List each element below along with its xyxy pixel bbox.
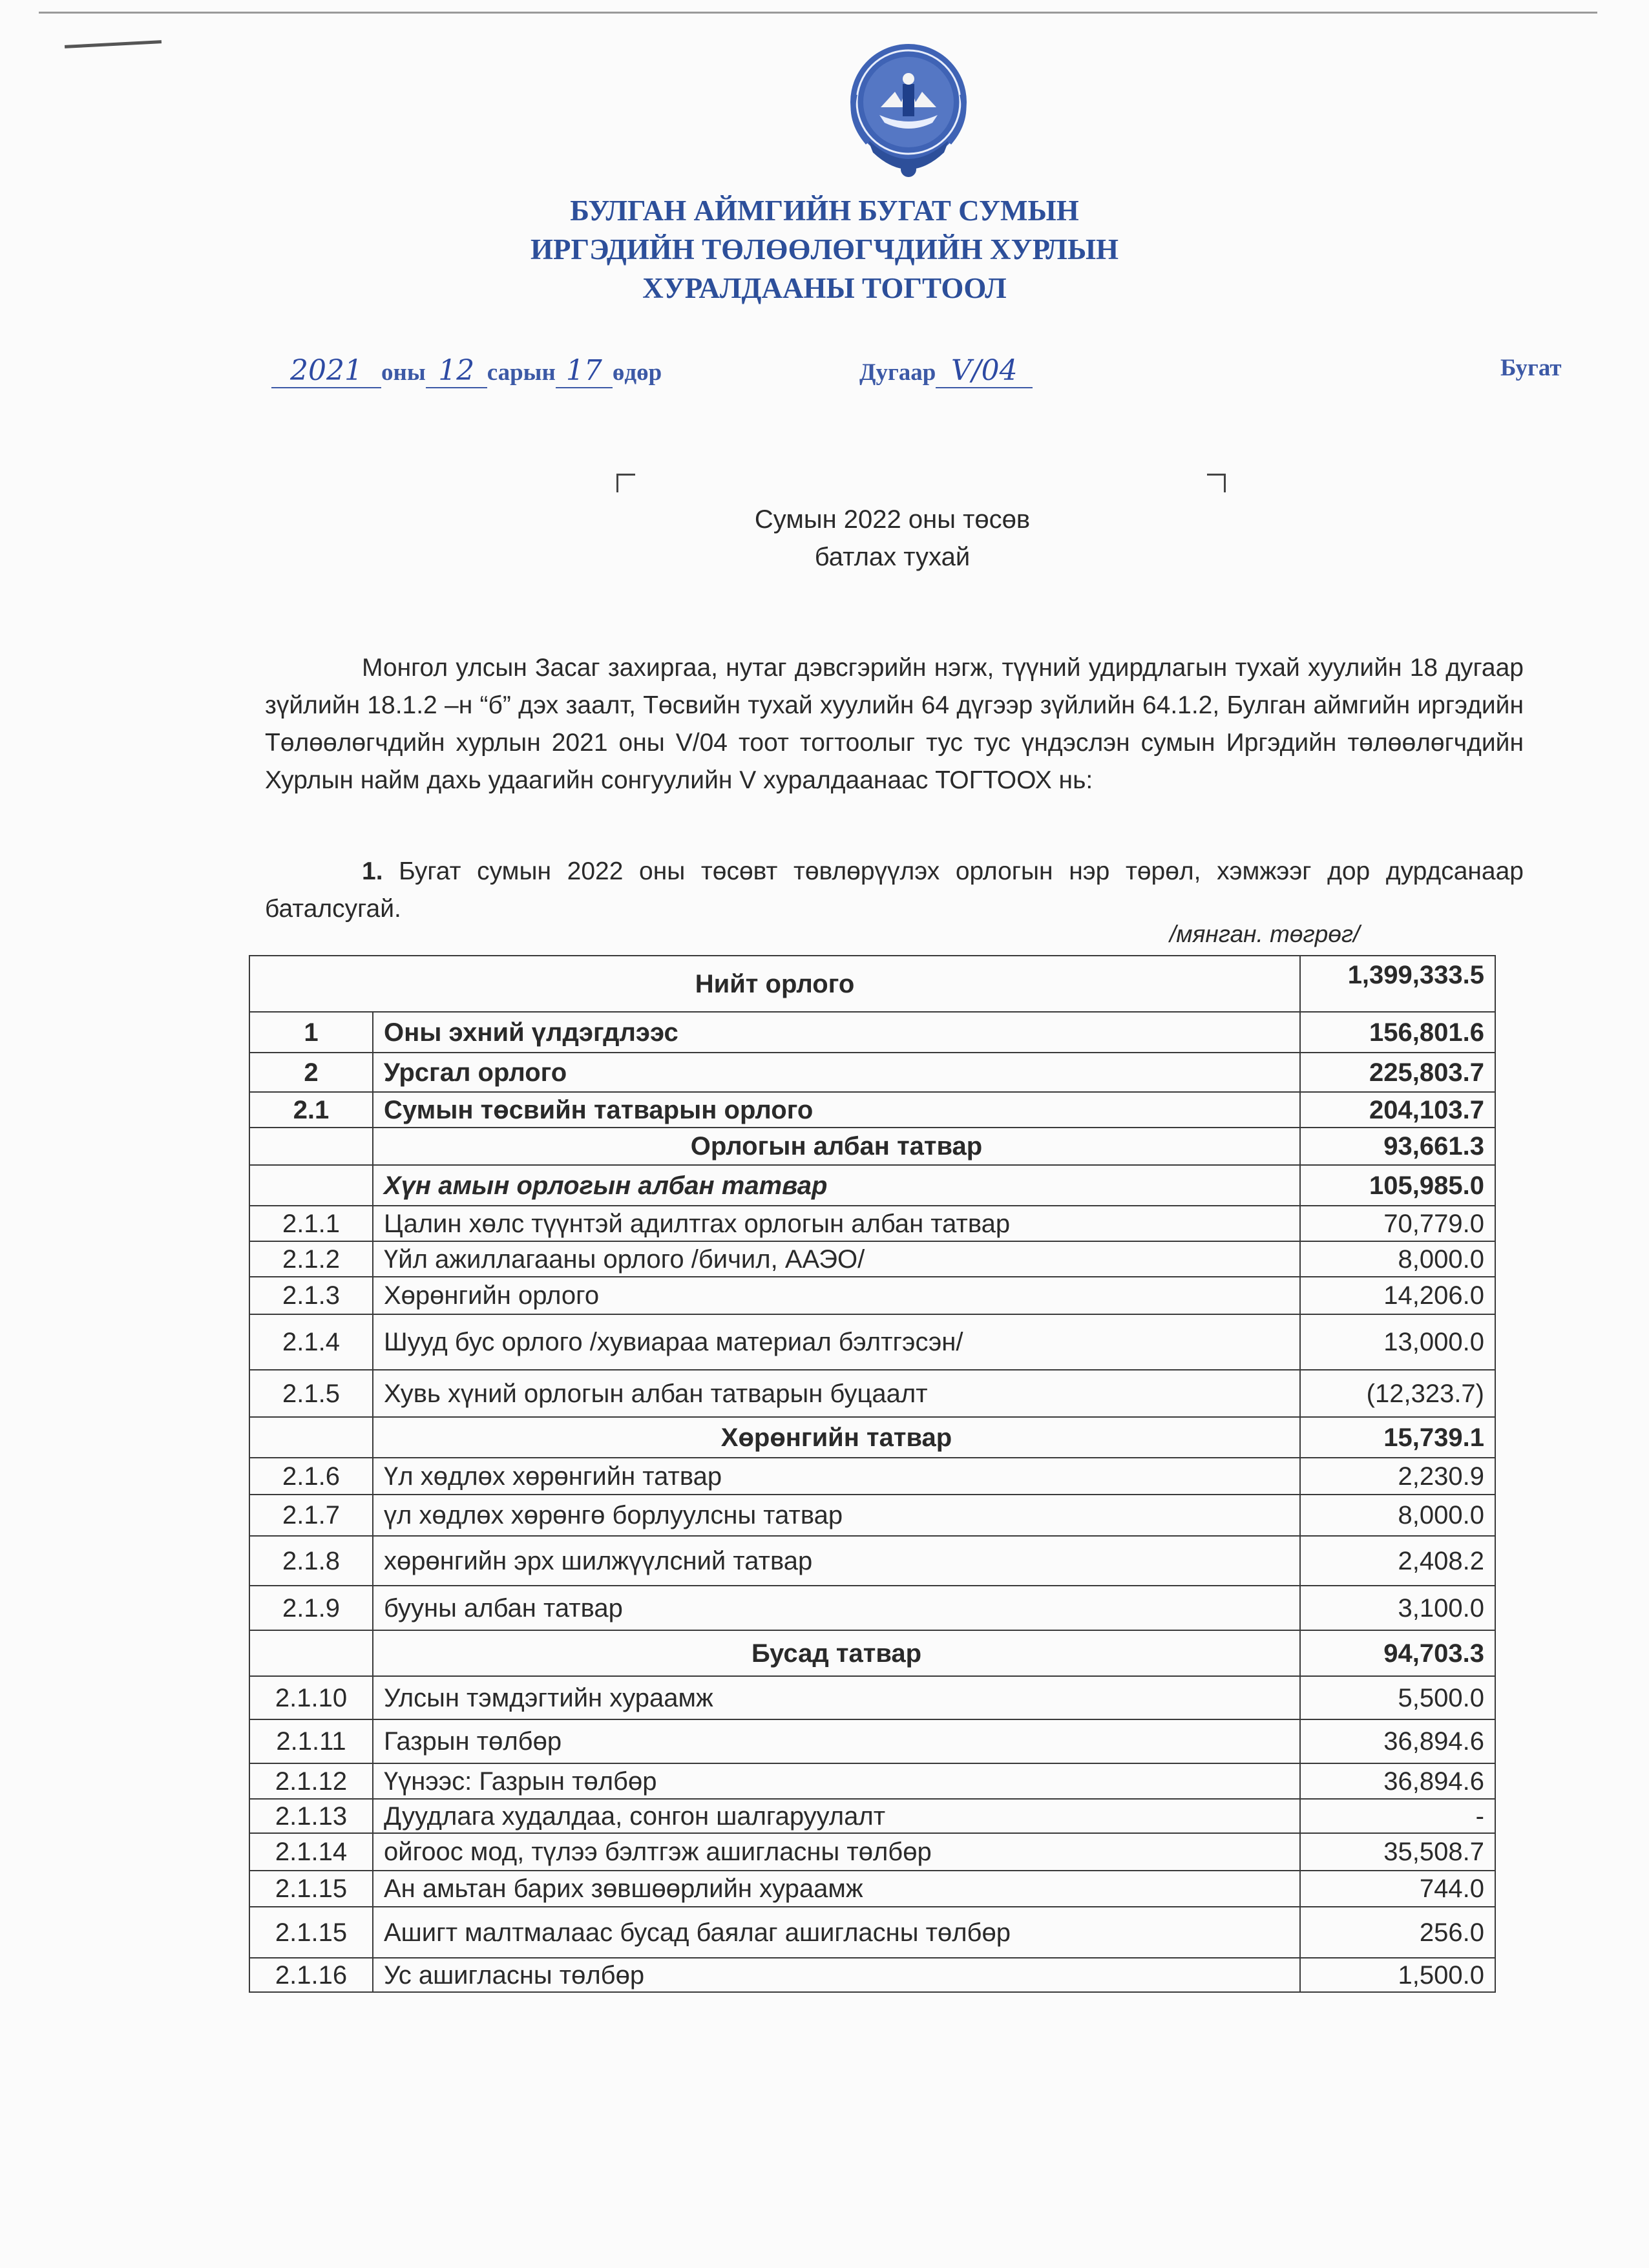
row-name: Хөрөнгийн орлого <box>373 1277 1300 1314</box>
row-name: Улсын тэмдэгтийн хураамж <box>373 1676 1300 1719</box>
resolution-number: V/04 <box>936 354 1033 388</box>
row-number: 2.1.11 <box>249 1719 373 1763</box>
row-value: (12,323.7) <box>1300 1370 1495 1417</box>
row-value: 8,000.0 <box>1300 1495 1495 1536</box>
table-row <box>249 1165 1495 1206</box>
row-name: Хөрөнгийн татвар <box>373 1417 1300 1458</box>
row-number <box>249 1417 373 1458</box>
table-row <box>249 1676 1495 1719</box>
row-name: Дуудлага худалдаа, сонгон шалгаруулалт <box>373 1799 1300 1833</box>
row-value: 3,100.0 <box>1300 1586 1495 1630</box>
scan-mark <box>65 40 162 48</box>
table-row <box>249 1907 1495 1958</box>
row-value: 156,801.6 <box>1300 1012 1495 1053</box>
table-row <box>249 1053 1495 1092</box>
table-row <box>249 1012 1495 1053</box>
table-row <box>249 1630 1495 1676</box>
table-row <box>249 1763 1495 1799</box>
org-title-line-1: БУЛГАН АЙМГИЙН БУГАТ СУМЫН <box>570 194 1079 227</box>
row-value: 36,894.6 <box>1300 1719 1495 1763</box>
row-number: 2.1.13 <box>249 1799 373 1833</box>
unit-note: /мянган. төгрөг/ <box>1170 921 1360 947</box>
resolution-number-field <box>859 354 1033 388</box>
table-row <box>249 1871 1495 1907</box>
row-number: 2.1.10 <box>249 1676 373 1719</box>
row-value: 14,206.0 <box>1300 1277 1495 1314</box>
subject-corner-left <box>616 474 635 492</box>
paragraph-2-number: 1. <box>362 857 383 885</box>
row-number: 2.1.15 <box>249 1907 373 1958</box>
subject <box>0 501 1649 576</box>
row-number: 2.1.3 <box>249 1277 373 1314</box>
date-year: 2021 <box>271 354 381 388</box>
scan-edge-line <box>39 12 1597 14</box>
row-value: 744.0 <box>1300 1871 1495 1907</box>
table-row <box>249 1958 1495 1992</box>
date-year-suffix: оны <box>381 359 426 386</box>
row-name: хөрөнгийн эрх шилжүүлсний татвар <box>373 1536 1300 1586</box>
total-label: Нийт орлого <box>249 956 1300 1012</box>
table-row <box>249 1370 1495 1417</box>
date-month-suffix: сарын <box>487 359 556 386</box>
row-name: бууны албан татвар <box>373 1586 1300 1630</box>
date-field <box>271 354 662 388</box>
row-number <box>249 1630 373 1676</box>
number-label: Дугаар <box>859 359 936 386</box>
total-value: 1,399,333.5 <box>1300 956 1495 1012</box>
row-number: 2.1.1 <box>249 1206 373 1241</box>
row-number: 1 <box>249 1012 373 1053</box>
row-name: Орлогын албан татвар <box>373 1128 1300 1165</box>
row-value: 36,894.6 <box>1300 1763 1495 1799</box>
row-name: Цалин хөлс түүнтэй адилтгах орлогын албан татвар <box>373 1206 1300 1241</box>
date-day-suffix: өдөр <box>612 359 662 386</box>
paragraph-1-text: Монгол улсын Засаг захиргаа, нутаг дэвсгэрийн нэгж, түүний удирдлагын тухай хуулийн 18 дугаар зүйлийн 18.1.2 –н “б” дэх заалт, Төсвийн тухай хуулийн 64 дүгээр зүйлийн 64.1.2, Булган аймгийн иргэдийн Төлөөлөгчдийн хурлын 2021 оны V/04 тоот тогтоолыг тус тус үндэслэн сумын Иргэдийн төлөөлөгчдийн Хурлын найм дахь удаагийн сонгуулийн V хуралдаанаас ТОГТООХ нь: <box>265 654 1524 794</box>
row-value: 70,779.0 <box>1300 1206 1495 1241</box>
row-number: 2.1.15 <box>249 1871 373 1907</box>
row-value: 256.0 <box>1300 1907 1495 1958</box>
row-name: Шууд бус орлого /хувиараа материал бэлтгэсэн/ <box>373 1314 1300 1370</box>
row-number: 2.1.5 <box>249 1370 373 1417</box>
body-paragraph-1 <box>265 649 1524 799</box>
paragraph-2-text: Бугат сумын 2022 оны төсөвт төвлөрүүлэх орлогын нэр төрөл, хэмжээг дор дурдсанаар баталсугай. <box>265 857 1524 923</box>
row-value: 93,661.3 <box>1300 1128 1495 1165</box>
row-name: Оны эхний үлдэгдлээс <box>373 1012 1300 1053</box>
table-row <box>249 1241 1495 1277</box>
row-value: 2,230.9 <box>1300 1458 1495 1495</box>
mongolia-state-emblem-icon <box>842 43 975 185</box>
body-paragraph-2 <box>265 853 1524 928</box>
subject-corner-right <box>1207 474 1226 492</box>
table-row <box>249 1799 1495 1833</box>
row-number: 2.1 <box>249 1092 373 1128</box>
row-number: 2.1.14 <box>249 1833 373 1871</box>
document-header <box>0 191 1649 308</box>
row-number: 2.1.9 <box>249 1586 373 1630</box>
row-name: Үл хөдлөх хөрөнгийн татвар <box>373 1458 1300 1495</box>
row-name: Газрын төлбөр <box>373 1719 1300 1763</box>
row-name: Ус ашигласны төлбөр <box>373 1958 1300 1992</box>
subject-line-1: Сумын 2022 оны төсөв <box>754 505 1031 534</box>
row-value: 15,739.1 <box>1300 1417 1495 1458</box>
table-row <box>249 1536 1495 1586</box>
table-row <box>249 1128 1495 1165</box>
row-name: Урсгал орлого <box>373 1053 1300 1092</box>
row-value: 5,500.0 <box>1300 1676 1495 1719</box>
table-row <box>249 1314 1495 1370</box>
table-row <box>249 1092 1495 1128</box>
row-name: ойгоос мод, түлээ бэлтгэж ашигласны төлбөр <box>373 1833 1300 1871</box>
table-row <box>249 1458 1495 1495</box>
place-name: Бугат <box>1500 355 1562 381</box>
row-number <box>249 1165 373 1206</box>
row-value: 8,000.0 <box>1300 1241 1495 1277</box>
org-title-line-2: ИРГЭДИЙН ТӨЛӨӨЛӨГЧДИЙН ХУРЛЫН <box>530 233 1119 266</box>
table-total-row <box>249 956 1495 1012</box>
row-name: Хүн амын орлогын албан татвар <box>373 1165 1300 1206</box>
row-number: 2 <box>249 1053 373 1092</box>
row-number: 2.1.6 <box>249 1458 373 1495</box>
row-value: 105,985.0 <box>1300 1165 1495 1206</box>
row-name: Ан амьтан барих зөвшөөрлийн хураамж <box>373 1871 1300 1907</box>
row-name: Хувь хүний орлогын албан татварын буцаалт <box>373 1370 1300 1417</box>
org-title-line-3: ХУРАЛДААНЫ ТОГТООЛ <box>642 272 1007 304</box>
subject-line-2: батлах тухай <box>814 543 971 571</box>
table-row <box>249 1833 1495 1871</box>
row-number: 2.1.8 <box>249 1536 373 1586</box>
table-row <box>249 1206 1495 1241</box>
row-value: 13,000.0 <box>1300 1314 1495 1370</box>
row-value: 1,500.0 <box>1300 1958 1495 1992</box>
date-day: 17 <box>556 354 613 388</box>
row-name: Үйл ажиллагааны орлого /бичил, ААЭО/ <box>373 1241 1300 1277</box>
row-number: 2.1.4 <box>249 1314 373 1370</box>
row-number: 2.1.12 <box>249 1763 373 1799</box>
row-name: Үүнээс: Газрын төлбөр <box>373 1763 1300 1799</box>
table-row <box>249 1417 1495 1458</box>
row-value: 225,803.7 <box>1300 1053 1495 1092</box>
table-row <box>249 1277 1495 1314</box>
row-value: 204,103.7 <box>1300 1092 1495 1128</box>
row-value: 94,703.3 <box>1300 1630 1495 1676</box>
table-row <box>249 1586 1495 1630</box>
date-month: 12 <box>426 354 487 388</box>
row-value: 35,508.7 <box>1300 1833 1495 1871</box>
row-value: - <box>1300 1799 1495 1833</box>
income-table <box>249 955 1496 1993</box>
row-name: Сумын төсвийн татварын орлого <box>373 1092 1300 1128</box>
row-number <box>249 1128 373 1165</box>
table-row <box>249 1719 1495 1763</box>
dateline <box>0 354 1649 393</box>
row-name: Бусад татвар <box>373 1630 1300 1676</box>
row-number: 2.1.7 <box>249 1495 373 1536</box>
row-number: 2.1.16 <box>249 1958 373 1992</box>
row-number: 2.1.2 <box>249 1241 373 1277</box>
table-row <box>249 1495 1495 1536</box>
row-name: Ашигт малтмалаас бусад баялаг ашигласны төлбөр <box>373 1907 1300 1958</box>
row-name: үл хөдлөх хөрөнгө борлуулсны татвар <box>373 1495 1300 1536</box>
row-value: 2,408.2 <box>1300 1536 1495 1586</box>
